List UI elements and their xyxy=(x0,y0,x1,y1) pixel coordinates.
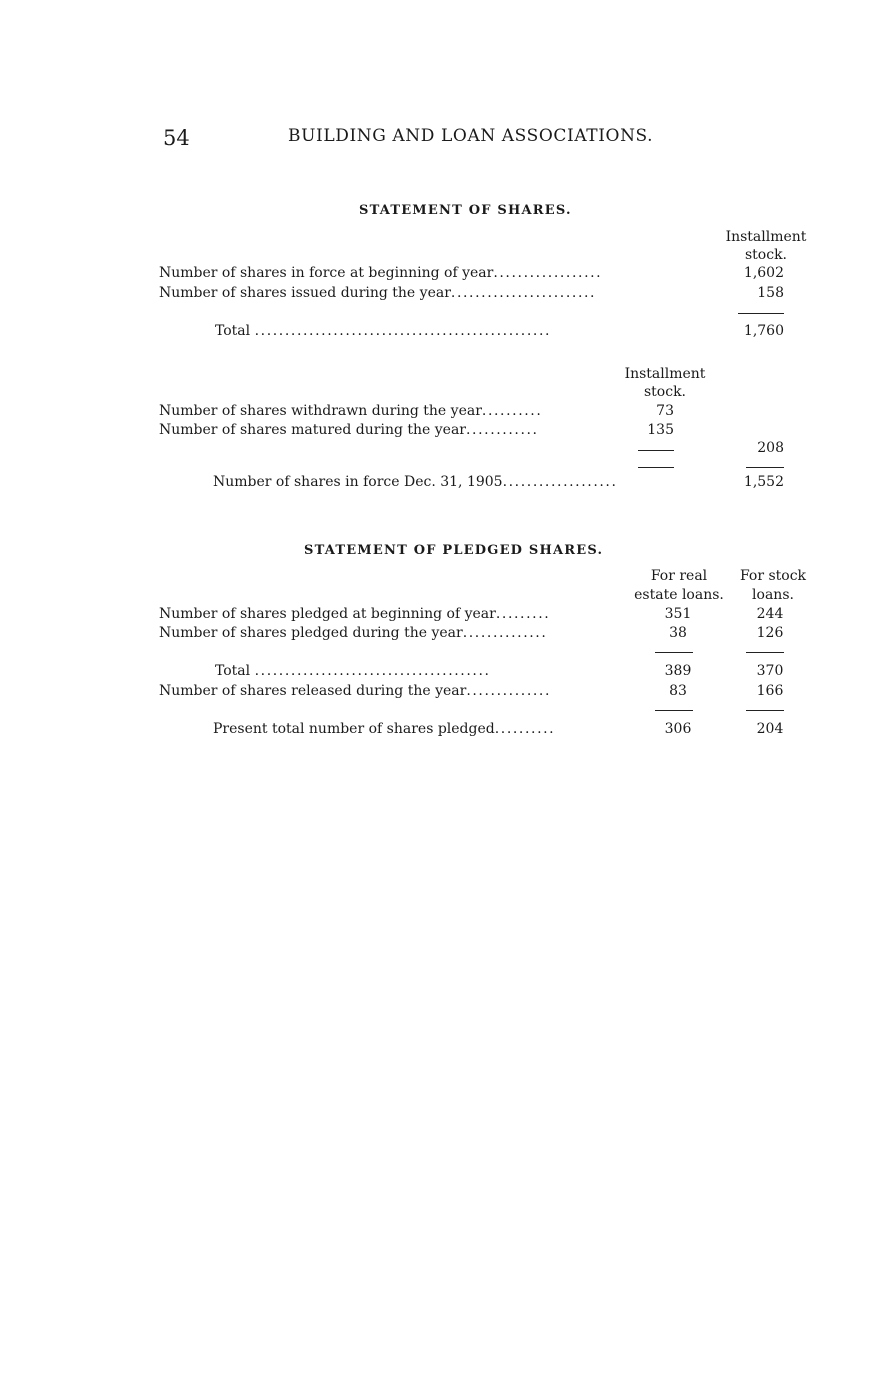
pledged-beginning-col1: 351 xyxy=(664,606,692,622)
pledged-final-rule-col2 xyxy=(746,710,784,711)
shares-beginning-value: 1,602 xyxy=(743,265,784,281)
pledged-total-col1: 389 xyxy=(664,663,692,679)
pledged-released-label: Number of shares released during the year.............. xyxy=(159,683,552,699)
pledged-subtotal-rule-col1 xyxy=(655,652,693,653)
shares-issued-label: Number of shares issued during the year........................ xyxy=(159,285,597,301)
row-label: Number of shares pledged at beginning of year xyxy=(159,606,496,622)
shares-column-header-line2: stock. xyxy=(744,247,787,263)
pledged-final-rule-col1 xyxy=(655,710,693,711)
pledged-stock-header-line2: loans. xyxy=(752,587,794,603)
pledged-present-total-label: Present total number of shares pledged.......... xyxy=(213,721,556,737)
shares-matured-value: 135 xyxy=(647,422,674,438)
row-label: Present total number of shares pledged xyxy=(213,721,495,737)
shares-total-value: 1,760 xyxy=(743,323,784,339)
row-label: Number of shares matured during the year xyxy=(159,422,466,438)
pledged-during-col2: 126 xyxy=(756,625,784,641)
shares-total-label: Total ................................................. xyxy=(215,323,552,339)
shares-statement-title: STATEMENT OF SHARES. xyxy=(359,203,572,218)
shares-subtotal-rule xyxy=(738,313,784,314)
shares-issued-value: 158 xyxy=(757,285,784,301)
pledged-subtotal-rule-col2 xyxy=(746,652,784,653)
total-label: Total xyxy=(215,323,251,339)
shares-beginning-label: Number of shares in force at beginning of year.................. xyxy=(159,265,603,281)
pledged-released-col2: 166 xyxy=(756,683,784,699)
row-label: Number of shares in force at beginning of year xyxy=(159,265,494,281)
row-label: Number of shares issued during the year xyxy=(159,285,451,301)
total-label: Total xyxy=(215,663,251,679)
row-label: Number of shares withdrawn during the year xyxy=(159,403,482,419)
shares-matured-label: Number of shares matured during the year............ xyxy=(159,422,539,438)
pledged-total-col2: 370 xyxy=(756,663,784,679)
pledged-real-estate-header-line2: estate loans. xyxy=(634,587,724,603)
deduction-column-header-line2: stock. xyxy=(643,384,686,400)
pledged-released-col1: 83 xyxy=(669,683,687,699)
pledged-during-col1: 38 xyxy=(669,625,687,641)
pledged-statement-title: STATEMENT OF PLEDGED SHARES. xyxy=(304,543,604,558)
shares-withdrawn-value: 73 xyxy=(656,403,674,419)
shares-withdrawn-label: Number of shares withdrawn during the year.......... xyxy=(159,403,543,419)
deduction-column-header-line1: Installment xyxy=(624,366,706,382)
pledged-beginning-label: Number of shares pledged at beginning of year......... xyxy=(159,606,551,622)
row-label: Number of shares in force Dec. 31, 1905 xyxy=(213,474,503,490)
shares-deduction-total: 208 xyxy=(757,440,784,456)
pledged-present-col2: 204 xyxy=(756,721,784,737)
deduction-rule xyxy=(638,450,674,451)
pledged-real-estate-header-line1: For real xyxy=(650,568,708,584)
in-force-rule xyxy=(746,467,784,468)
pledged-total-label: Total ....................................... xyxy=(215,663,491,679)
shares-in-force-label: Number of shares in force Dec. 31, 1905................... xyxy=(213,474,618,490)
pledged-during-label: Number of shares pledged during the year.............. xyxy=(159,625,548,641)
pledged-present-col1: 306 xyxy=(664,721,692,737)
deduction-close-rule xyxy=(638,467,674,468)
row-label: Number of shares released during the year xyxy=(159,683,467,699)
shares-column-header-line1: Installment xyxy=(725,229,807,245)
shares-in-force-value: 1,552 xyxy=(743,474,784,490)
running-title: BUILDING AND LOAN ASSOCIATIONS. xyxy=(288,126,654,146)
page-number: 54 xyxy=(163,126,190,150)
pledged-beginning-col2: 244 xyxy=(756,606,784,622)
pledged-stock-header-line1: For stock xyxy=(739,568,807,584)
row-label: Number of shares pledged during the year xyxy=(159,625,463,641)
